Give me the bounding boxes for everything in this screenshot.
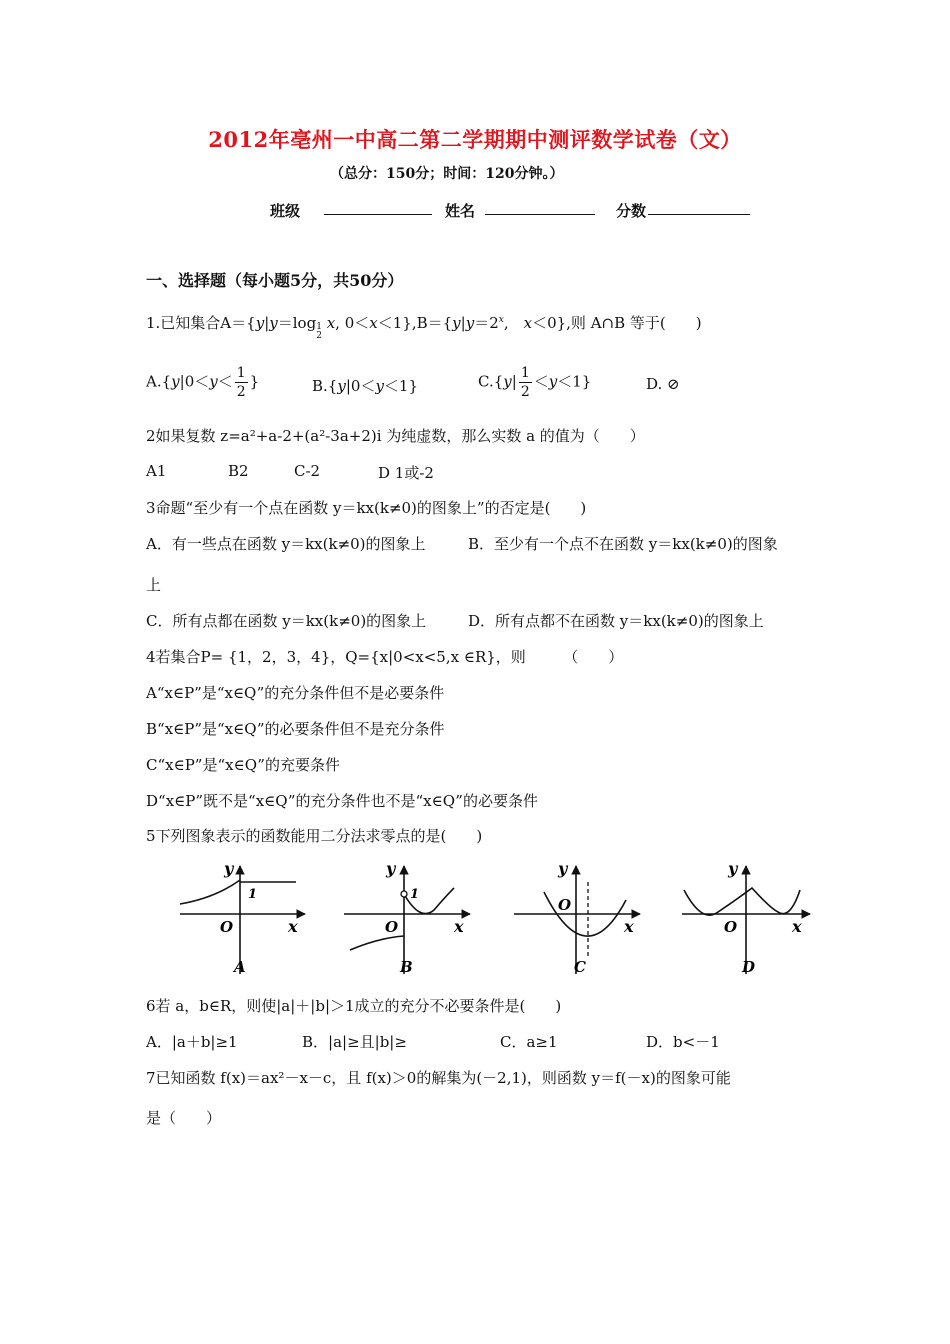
graph-a[interactable] <box>180 859 305 976</box>
graph-d-y-axis-label: y <box>728 859 738 878</box>
page-title: 2012年亳州一中高二第二学期期中测评数学试卷（文） <box>208 127 742 152</box>
question-4-stem: 4若集合P= {1，2，3，4}，Q={x|0<x<5,x ∈R}，则 （ ） <box>146 648 624 666</box>
question-1-option-c[interactable]: C.{y| $\frac{1}{2}$ ＜y＜1} <box>478 365 592 400</box>
question-6-option-a[interactable]: A．|a＋b|≥1 <box>146 1033 238 1051</box>
question-2-option-d[interactable]: D 1或-2 <box>378 464 434 482</box>
question-1-stem: 1.已知集合A＝{y|y＝log 1 2 x, $0<x<1\},B=\{y|y=2^x$, x＜0},则 A∩B 等于( ) <box>146 314 702 341</box>
graph-a-origin-label: O <box>220 918 234 936</box>
graph-b-label: B <box>400 958 413 976</box>
question-3-option-a[interactable]: A．有一些点在函数 y＝kx(k≠0)的图象上 <box>146 535 426 553</box>
question-7-stem-continued: 是（ ） <box>146 1109 222 1127</box>
question-4-option-d[interactable]: D“x∈P”既不是“x∈Q”的充分条件也不是“x∈Q”的必要条件 <box>146 792 538 810</box>
exam-subtitle: （总分：150分；时间：120分钟。） <box>330 166 564 182</box>
question-4-option-a[interactable]: A“x∈P”是“x∈Q”的充分条件但不是必要条件 <box>146 684 445 702</box>
log-base: 1 2 <box>316 322 322 341</box>
graph-d-label: D <box>742 958 756 976</box>
question-4-option-b[interactable]: B“x∈P”是“x∈Q”的必要条件但不是充分条件 <box>146 720 445 738</box>
graph-d-x-axis-label: x <box>792 917 802 936</box>
question-5-stem: 5下列图象表示的函数能用二分法求零点的是( ) <box>146 827 483 845</box>
graph-a-x-axis-label: x <box>288 917 298 936</box>
graph-b-x-axis-label: x <box>454 917 464 936</box>
graph-c-x-axis-label: x <box>624 917 634 936</box>
class-label: 班级 <box>270 202 301 220</box>
graph-a-y-axis-label: y <box>224 859 234 878</box>
question-3-option-d[interactable]: D．所有点都不在函数 y＝kx(k≠0)的图象上 <box>468 612 764 630</box>
question-1-option-d[interactable]: D. ⊘ <box>646 375 680 393</box>
graph-c-origin-label: O <box>558 896 572 914</box>
log-symbol: log <box>292 314 317 332</box>
question-1-option-a[interactable]: A.{y|0＜y＜ $\frac{1}{2}$ } <box>146 365 260 400</box>
question-4-option-c[interactable]: C“x∈P”是“x∈Q”的充要条件 <box>146 756 340 774</box>
question-6-option-c[interactable]: C．a≥1 <box>500 1033 558 1051</box>
graph-a-label: A <box>234 958 246 976</box>
question-1-option-b[interactable]: B.{y|0＜y＜1} <box>312 377 419 395</box>
question-6-option-d[interactable]: D．b<－1 <box>646 1033 720 1051</box>
name-label: 姓名 <box>445 202 476 220</box>
question-6-option-b[interactable]: B．|a|≥且|b|≥ <box>302 1033 407 1051</box>
question-3-stem: 3命题“至少有一个点在函数 y＝kx(k≠0)的图象上”的否定是( ) <box>146 499 587 517</box>
graph-b-origin-label: O <box>385 918 399 936</box>
question-2-stem: 2如果复数 z=a²+a-2+(a²-3a+2)i 为纯虚数，那么实数 a 的值为（ ） <box>146 427 645 445</box>
question-6-stem: 6若 a，b∈R，则使|a|＋|b|＞1成立的充分不必要条件是( ) <box>146 997 562 1015</box>
question-3-option-b-continued: 上 <box>146 576 162 594</box>
graph-d[interactable] <box>682 859 810 976</box>
name-blank[interactable] <box>485 214 595 215</box>
graph-c[interactable] <box>514 859 640 976</box>
question-2-option-a[interactable]: A1 <box>146 462 167 480</box>
question-3-option-c[interactable]: C．所有点都在函数 y＝kx(k≠0)的图象上 <box>146 612 427 630</box>
score-label: 分数 <box>616 202 647 220</box>
question-2-option-b[interactable]: B2 <box>228 462 249 480</box>
question-7-stem: 7已知函数 f(x)＝ax²－x－c，且 f(x)＞0的解集为(－2,1)，则函数 y＝f(－x)的图象可能 <box>146 1069 731 1087</box>
graph-d-origin-label: O <box>724 918 738 936</box>
graph-c-label: C <box>574 958 586 976</box>
graph-a-one-label: 1 <box>248 887 258 902</box>
question-2-option-c[interactable]: C-2 <box>294 462 321 480</box>
graph-b-one-label: 1 <box>410 887 420 902</box>
score-blank[interactable] <box>648 214 750 215</box>
graph-b-y-axis-label: y <box>386 859 396 878</box>
class-blank[interactable] <box>324 214 432 215</box>
graph-b[interactable] <box>344 859 470 976</box>
empty-set-symbol: ⊘ <box>667 375 680 393</box>
graph-c-y-axis-label: y <box>558 859 568 878</box>
question-5-graphs <box>170 852 830 982</box>
question-3-option-b[interactable]: B．至少有一个点不在函数 y＝kx(k≠0)的图象 <box>468 535 778 553</box>
section-heading: 一、选择题（每小题5分，共50分） <box>146 271 404 290</box>
